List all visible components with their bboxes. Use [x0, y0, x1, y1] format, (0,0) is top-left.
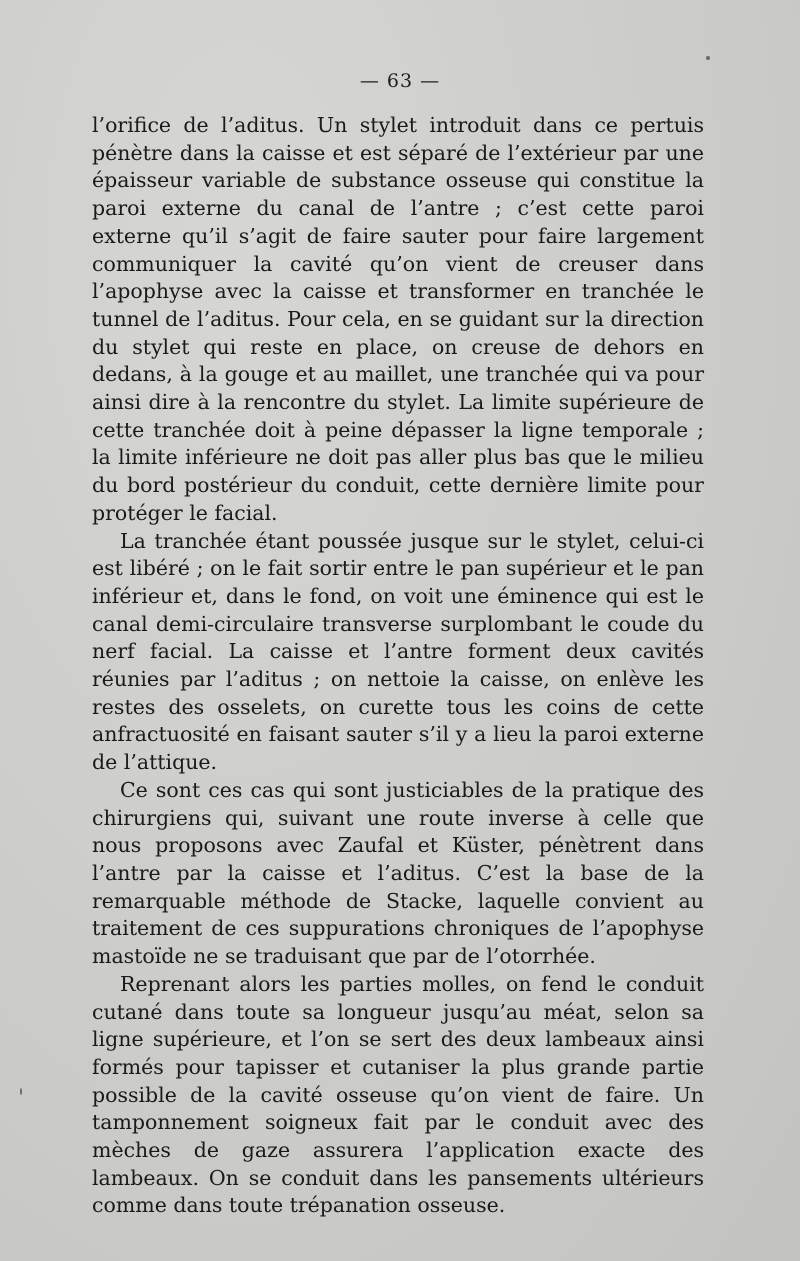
page-number: — 63 —	[359, 70, 441, 92]
paper-speck	[20, 1088, 22, 1095]
paragraph-3: Ce sont ces cas qui sont justiciables de la pratique des chirurgiens qui, suivant une route inverse à celle que nous proposons avec Zaufal et Küster, pénètrent dans l’antre par la caisse et l’aditus. C’est la base de la remarquable méthode de Stacke, laquelle convient au traitement de ces suppurations chroniques de l’apophyse mastoïde ne se traduisant que par de l’otorrhée.	[92, 777, 704, 969]
body-text	[92, 112, 704, 1220]
paragraph-1: l’orifice de l’aditus. Un stylet introduit dans ce pertuis pénètre dans la caisse et est séparé de l’extérieur par une épaisseur variable de substance osseuse qui constitue la paroi externe du canal de l’antre ; c’est cette paroi externe qu’il s’agit de faire sauter pour faire largement communiquer la cavité qu’on vient de creuser dans l’apophyse avec la caisse et transformer en tranchée le tunnel de l’aditus. Pour cela, en se guidant sur la direction du stylet qui reste en place, on creuse de dehors en dedans, à la gouge et au maillet, une tranchée qui va pour ainsi dire à la rencontre du stylet. La limite supérieure de cette tranchée doit à peine dépasser la ligne temporale ; la limite inférieure ne doit pas aller plus bas que le milieu du bord postérieur du conduit, cette dernière limite pour protéger le facial.	[92, 113, 704, 525]
paragraph-2: La tranchée étant poussée jusque sur le stylet, celui-ci est libéré ; on le fait sortir entre le pan supérieur et le pan inférieur et, dans le fond, on voit une éminence qui est le canal demi-circulaire transverse surplombant le coude du nerf facial. La caisse et l’antre forment deux cavités réunies par l’aditus ; on nettoie la caisse, on enlève les restes des osselets, on curette tous les coins de cette anfractuosité en faisant sauter s’il y a lieu la paroi externe de l’attique.	[92, 528, 704, 775]
paper-speck	[706, 56, 710, 60]
paragraph-4: Reprenant alors les parties molles, on fend le conduit cutané dans toute sa longueur jusqu’au méat, selon sa ligne supérieure, et l’on se sert des deux lambeaux ainsi formés pour tapisser et cutaniser la plus grande partie possible de la cavité osseuse qu’on vient de faire. Un tamponnement soigneux fait par le conduit avec des mèches de gaze assurera l’application exacte des lambeaux. On se conduit dans les pansements ultérieurs comme dans toute trépanation osseuse.	[92, 971, 704, 1218]
